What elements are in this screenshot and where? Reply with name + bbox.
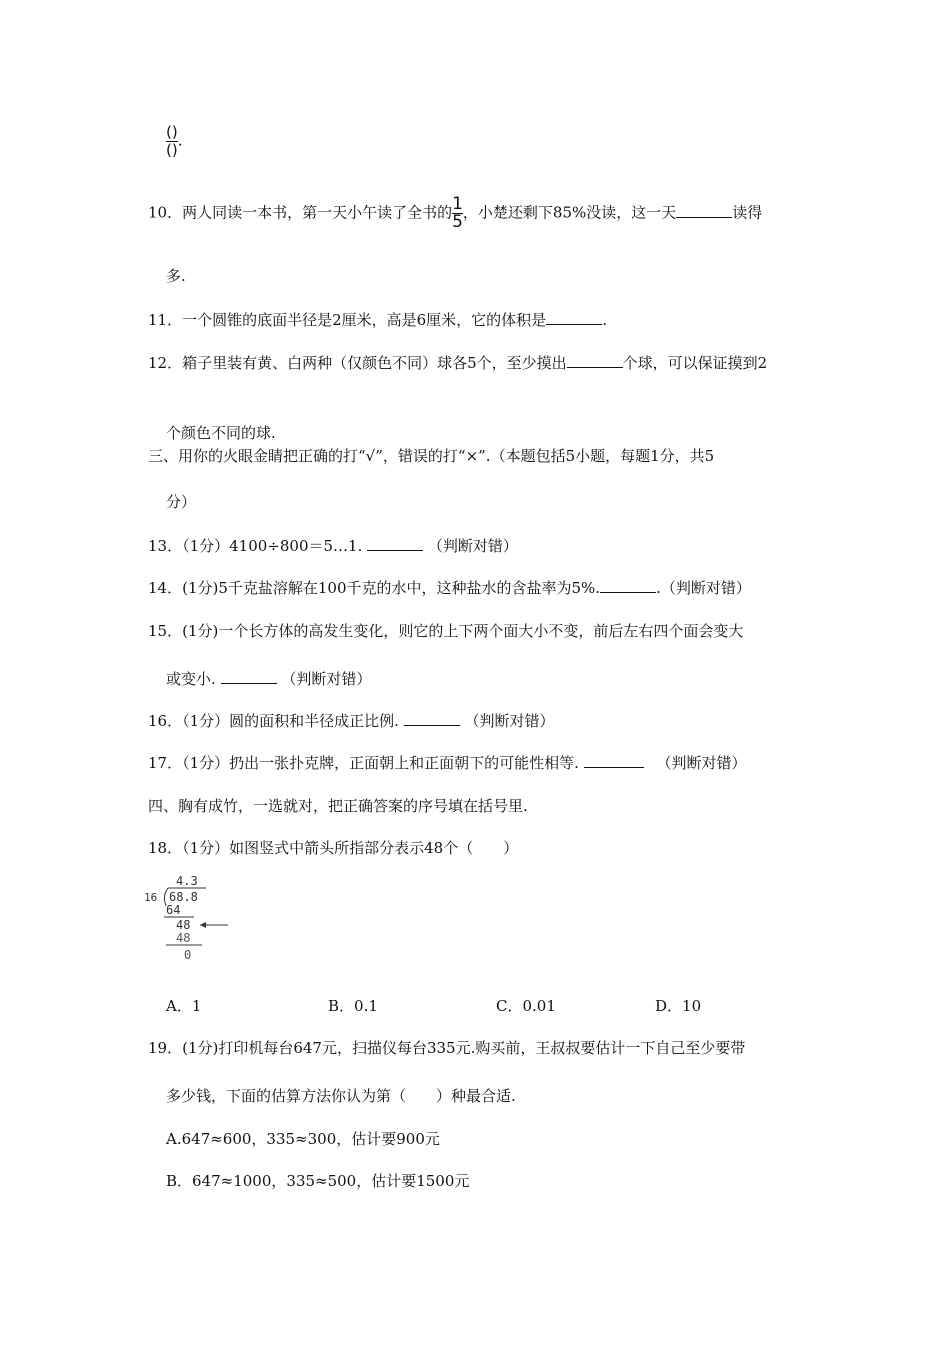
figure-divisor: 16 <box>144 891 158 904</box>
q10-middle: ，小楚还剩下85%没读，这一天 <box>462 203 677 222</box>
figure-quotient: 4.3 <box>176 874 198 888</box>
figure-remainder: 0 <box>184 948 192 962</box>
q9-fraction <box>166 124 178 159</box>
q12-text: 12．箱子里装有黄、白两种（仅颜色不同）球各5个，至少摸出 <box>148 354 567 372</box>
q10-continuation: 多. <box>166 267 186 285</box>
q19-option-b[interactable]: B．647≈1000，335≈500，估计要1500元 <box>166 1172 470 1190</box>
figure-arrow-head <box>200 922 206 928</box>
q19-continuation: 多少钱，下面的估算方法你认为第（ ）种最合适. <box>166 1087 516 1105</box>
question-13 <box>148 536 518 556</box>
question-18: 18．（1分）如图竖式中箭头所指部分表示48个（ ） <box>148 839 519 857</box>
q10-fraction-denominator: 5 <box>452 212 463 232</box>
q10-answer-blank[interactable] <box>676 203 732 218</box>
q12-suffix: 个球，可以保证摸到2 <box>622 354 768 372</box>
question-14 <box>148 578 751 598</box>
q13-answer-blank[interactable] <box>367 536 423 551</box>
q15-answer-blank[interactable] <box>221 669 277 684</box>
q9-end-period: . <box>177 131 183 150</box>
q18-option-c[interactable]: C．0.01 <box>496 997 556 1015</box>
q11-end: . <box>602 311 607 329</box>
q15-suffix: （判断对错） <box>281 670 372 688</box>
q12-answer-blank[interactable] <box>567 353 623 368</box>
q16-answer-blank[interactable] <box>404 711 460 726</box>
q10-prefix: 10．两人同读一本书，第一天小午读了全书的 <box>148 203 453 222</box>
q12-continuation: 个颜色不同的球. <box>166 424 276 442</box>
question-11 <box>148 310 607 330</box>
q18-option-d[interactable]: D．10 <box>655 997 702 1015</box>
q10-fraction <box>452 196 463 231</box>
figure-row-64: 64 <box>166 903 181 917</box>
q17-text: 17．（1分）扔出一张扑克牌，正面朝上和正面朝下的可能性相等. <box>148 754 579 772</box>
q17-answer-blank[interactable] <box>584 753 644 768</box>
q17-suffix: （判断对错） <box>656 754 747 772</box>
figure-row-48-second: 48 <box>176 931 191 945</box>
q18-option-b[interactable]: B．0.1 <box>328 997 378 1015</box>
q14-suffix: .（判断对错） <box>656 579 751 597</box>
q10-fraction-numerator: 1 <box>452 194 463 214</box>
figure-dividend: 68.8 <box>169 890 198 904</box>
q18-long-division-figure <box>142 872 242 964</box>
q14-answer-blank[interactable] <box>600 578 656 593</box>
question-15: 15．(1分)一个长方体的高发生变化，则它的上下两个面大小不变，前后左右四个面会变大 <box>148 622 744 640</box>
q9-fraction-numerator: () <box>166 123 178 141</box>
q16-suffix: （判断对错） <box>464 712 555 730</box>
q18-option-a[interactable]: A．1 <box>166 997 202 1015</box>
section-3-heading: 三、用你的火眼金睛把正确的打“√”，错误的打“×”.（本题包括5小题，每题1分，共5 <box>148 447 715 465</box>
section-4-heading: 四、胸有成竹，一选就对，把正确答案的序号填在括号里. <box>148 797 528 815</box>
q14-text: 14．(1分)5千克盐溶解在100千克的水中，这种盐水的含盐率为5%. <box>148 579 601 597</box>
q9-fraction-denominator: () <box>166 141 178 159</box>
q15-continuation <box>166 669 371 689</box>
q9-fraction-answer <box>166 124 183 159</box>
figure-row-48: 48 <box>176 918 191 932</box>
q16-text: 16．（1分）圆的面积和半径成正比例. <box>148 712 399 730</box>
q11-text: 11．一个圆锥的底面半径是2厘米，高是6厘米，它的体积是 <box>148 311 547 329</box>
question-17 <box>148 753 746 773</box>
q19-option-a[interactable]: A.647≈600，335≈300，估计要900元 <box>166 1130 440 1148</box>
question-19: 19．(1分)打印机每台647元，扫描仪每台335元.购买前，王叔叔要估计一下自己至少要带 <box>148 1039 746 1057</box>
q10-suffix: 读得 <box>732 203 763 222</box>
q13-text: 13．（1分）4100÷800＝5…1. <box>148 537 363 555</box>
question-16 <box>148 711 554 731</box>
q13-suffix: （判断对错） <box>427 537 518 555</box>
question-10 <box>148 196 762 231</box>
section-3-heading-cont: 分） <box>166 493 197 511</box>
q11-answer-blank[interactable] <box>546 310 602 325</box>
q15-cont-text: 或变小. <box>166 670 216 688</box>
question-12 <box>148 353 767 373</box>
